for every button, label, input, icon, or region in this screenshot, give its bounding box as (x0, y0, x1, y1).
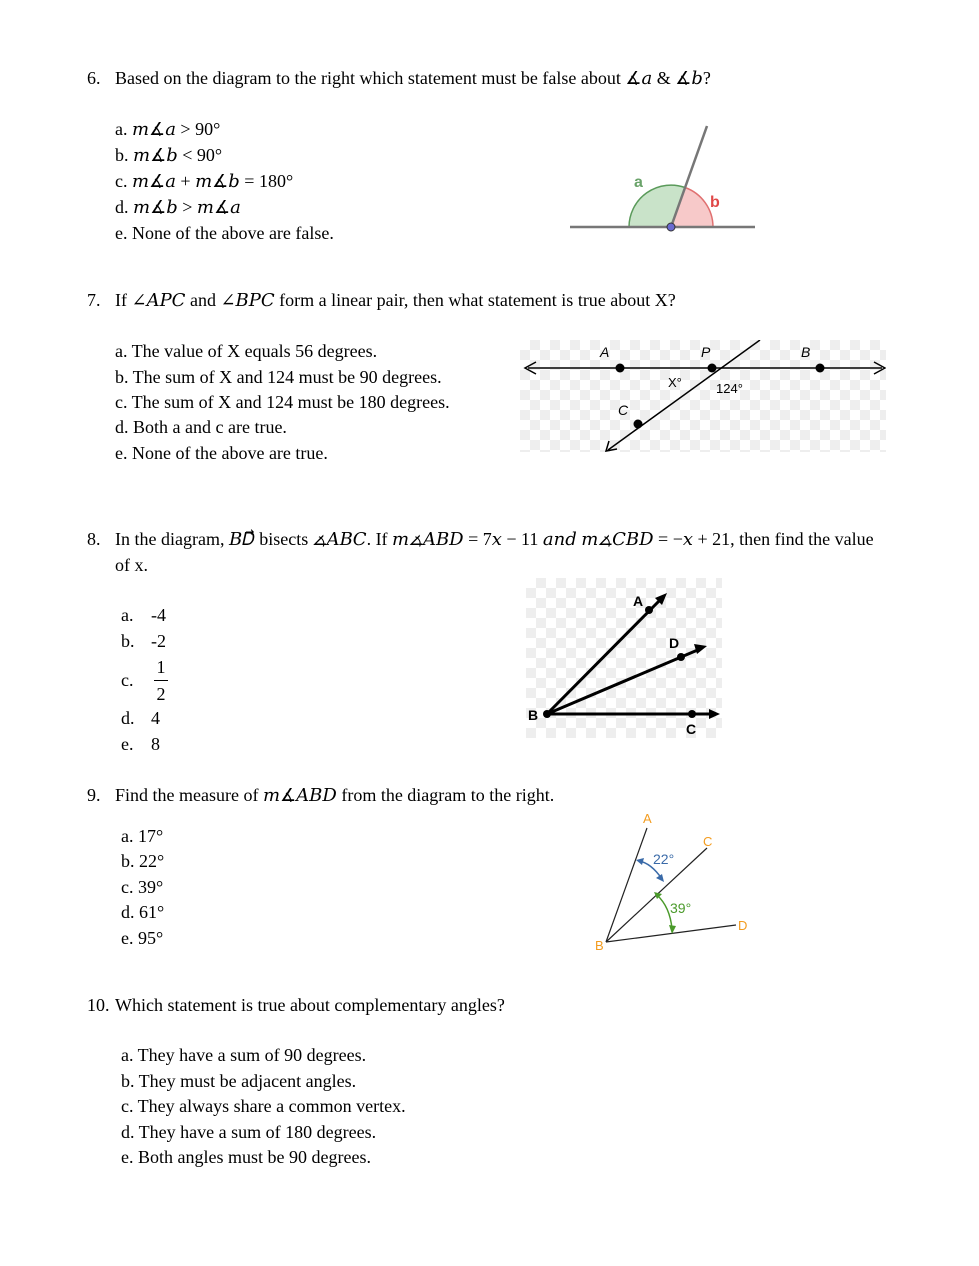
option-a[interactable]: a. 𝑚∡𝑎 > 90° (115, 119, 221, 139)
question-text: If ∠𝐴𝑃𝐶 and ∠𝐵𝑃𝐶 form a linear pair, then what statement is true about X? (115, 290, 676, 310)
fraction-denominator: 2 (156, 684, 166, 704)
option-letter: a. (121, 605, 134, 625)
linear-pair-diagram-q7 (520, 340, 886, 452)
label-D: D (669, 635, 680, 651)
question-number: 10. (87, 995, 110, 1015)
option-letter: e. (121, 734, 134, 754)
option-b[interactable]: b. The sum of X and 124 must be 90 degrees. (115, 367, 442, 387)
question-text: Based on the diagram to the right which statement must be false about ∡𝑎 & ∡𝑏? (115, 68, 711, 88)
point-B (816, 364, 825, 373)
label-D: D (738, 918, 748, 933)
label-B: B (801, 344, 811, 360)
fraction-bar (154, 680, 168, 681)
point-P (708, 364, 717, 373)
angle-diagram-q6 (565, 120, 760, 240)
option-e[interactable]: e. None of the above are true. (115, 443, 328, 463)
option-c[interactable]: c. 𝑚∡𝑎 + 𝑚∡𝑏 = 180° (115, 171, 294, 191)
option-a[interactable]: a. 17° (121, 826, 164, 846)
point-A (616, 364, 625, 373)
vertex-point (667, 223, 675, 231)
option-b[interactable]: b. 22° (121, 851, 165, 871)
label-a: a (634, 174, 643, 191)
question-text: Which statement is true about complementary angles? (115, 995, 505, 1015)
label-39-degrees: 39° (670, 900, 692, 916)
option-value: -2 (151, 631, 166, 651)
bisector-diagram-q8 (526, 578, 722, 738)
label-C: C (703, 834, 713, 849)
label-P: P (701, 344, 711, 360)
label-b: b (710, 194, 720, 211)
question-number: 6. (87, 68, 101, 88)
question-text: Find the measure of 𝑚∡𝐴𝐵𝐷 from the diagram to the right. (115, 785, 555, 805)
question-number: 7. (87, 290, 101, 310)
option-c[interactable]: c. The sum of X and 124 must be 180 degrees. (115, 392, 450, 412)
angle-sum-diagram-q9 (590, 808, 760, 953)
question-number: 8. (87, 529, 101, 549)
label-C: C (686, 721, 697, 737)
label-x-angle: X° (668, 375, 682, 390)
option-a[interactable]: a. They have a sum of 90 degrees. (121, 1045, 367, 1065)
option-d[interactable]: d. Both a and c are true. (115, 417, 287, 437)
label-124-angle: 124° (716, 381, 743, 396)
question-number: 9. (87, 785, 101, 805)
question-text-line-1: In the diagram, 𝐵𝐷⃗ bisects ∡𝐴𝐵𝐶. If 𝑚∡𝐴𝐵𝐷 = 7𝑥 − 11 𝑎𝑛𝑑 𝑚∡𝐶𝐵𝐷 = −𝑥 + 21, then find the value (115, 529, 874, 549)
option-value: 4 (151, 708, 160, 728)
option-c[interactable]: c. They always share a common vertex. (121, 1096, 406, 1116)
option-letter: b. (121, 631, 135, 651)
option-b[interactable]: b. They must be adjacent angles. (121, 1071, 357, 1091)
label-B: B (595, 938, 604, 953)
option-a[interactable]: a. The value of X equals 56 degrees. (115, 341, 378, 361)
option-value: 8 (151, 734, 160, 754)
point-C (634, 420, 643, 429)
option-d[interactable]: d. They have a sum of 180 degrees. (121, 1122, 377, 1142)
label-A: A (643, 811, 652, 826)
question-text-line-2: of x. (115, 555, 148, 575)
option-letter: c. (121, 670, 134, 690)
option-b[interactable]: b. 𝑚∡𝑏 < 90° (115, 145, 223, 165)
label-A: A (600, 344, 610, 360)
option-e[interactable]: e. None of the above are false. (115, 223, 334, 243)
option-e[interactable]: e. 95° (121, 928, 164, 948)
option-d[interactable]: d. 𝑚∡𝑏 > 𝑚∡𝑎 (115, 197, 241, 217)
option-e[interactable]: e. Both angles must be 90 degrees. (121, 1147, 371, 1167)
fraction-numerator: 1 (156, 657, 166, 677)
option-d[interactable]: d. 61° (121, 902, 165, 922)
label-B: B (528, 707, 539, 723)
label-22-degrees: 22° (653, 851, 675, 867)
option-c[interactable]: c. 39° (121, 877, 164, 897)
option-value: -4 (151, 605, 166, 625)
label-C: C (618, 402, 629, 418)
label-A: A (633, 593, 644, 609)
option-letter: d. (121, 708, 135, 728)
